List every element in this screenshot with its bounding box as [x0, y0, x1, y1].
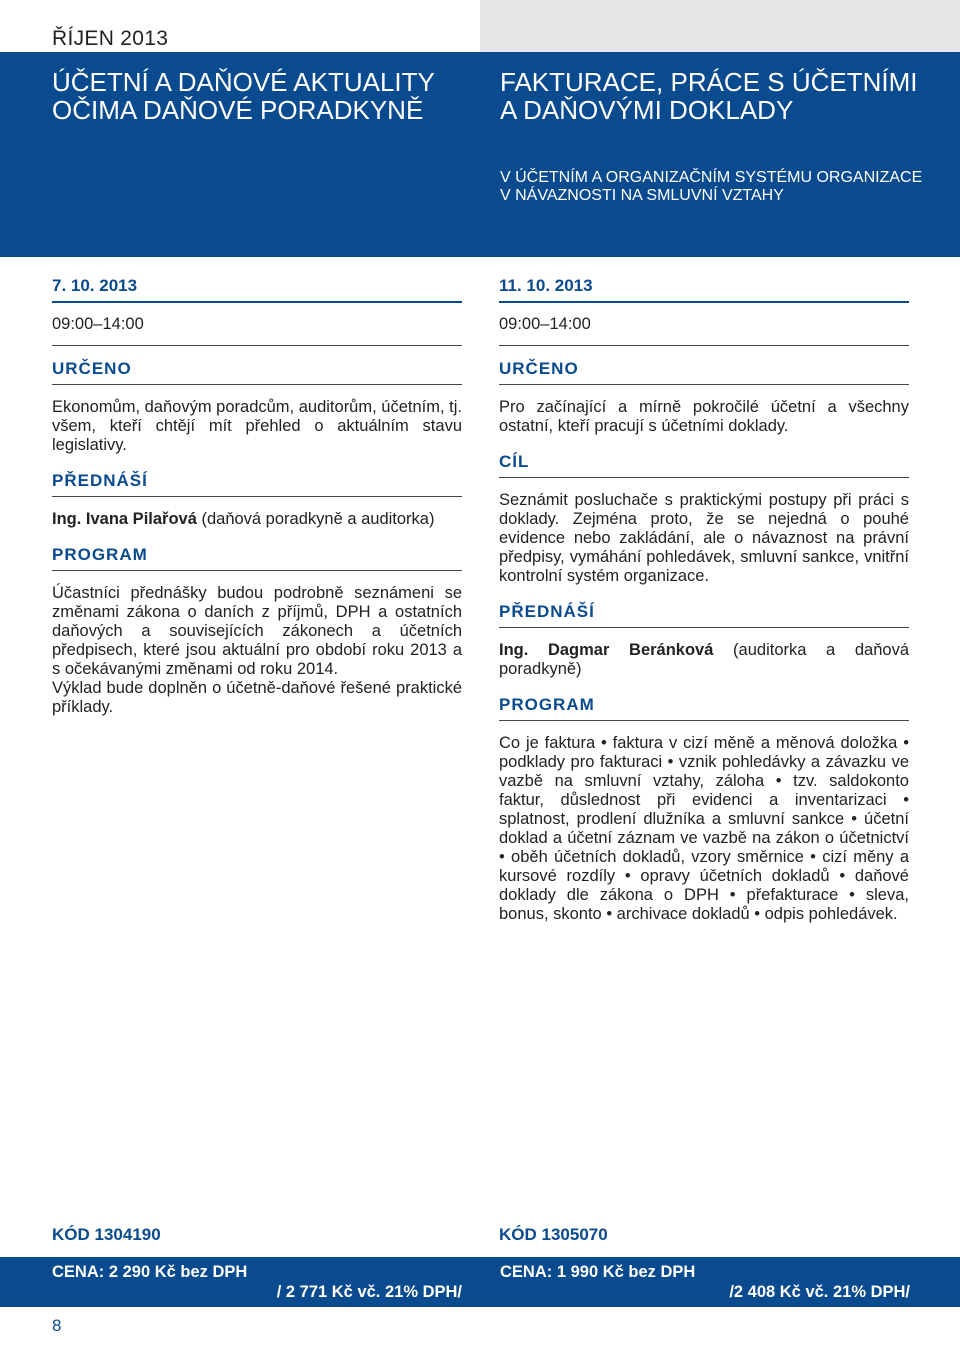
- left-heading-prednasi: PŘEDNÁŠÍ: [52, 471, 462, 497]
- right-lecturer-role: (auditorka a daňová poradkyně): [499, 641, 910, 678]
- page-number: 8: [52, 1316, 62, 1335]
- left-lecturer-role: (daňová poradkyně a auditorka): [196, 510, 435, 528]
- right-program-text: Co je faktura • faktura v cizí měně a měnová doložka • podklady pro fakturaci • vznik pohledávky a závazku ve vazbě na smluvní vztahy, záloha • tzv. saldokonto faktur, důslednost při evidenci a inventarizaci • splatnost, prodlení dlužníka a smluvní sankce • účetní doklad a účetní záznam ve vazbě na zákon o účetnictví • oběh účetních dokladů, vzory směrnice • cizí měny a kursové rozdíly • opravy účetních dokladů • daňové doklady dle zákona o DPH • přefakturace • sleva, bonus, skonto • archivace dokladů • odpis pohledávek.: [499, 734, 909, 923]
- left-lecturer: [52, 510, 462, 529]
- right-urceno-text: Pro začínající a mírně pokročilé účetní a všechny ostatní, kteří pracují s účetními doklady.: [499, 398, 909, 435]
- left-price-gross: / 2 771 Kč vč. 21% DPH/: [276, 1283, 462, 1301]
- left-heading-urceno: URČENO: [52, 359, 462, 385]
- right-heading-cil: CÍL: [499, 452, 909, 478]
- left-date: 7. 10. 2013: [52, 276, 462, 303]
- right-time: 09:00–14:00: [499, 315, 909, 346]
- right-price-net: CENA: 1 990 Kč bez DPH: [500, 1263, 696, 1281]
- right-price-bar: [480, 1257, 960, 1307]
- left-program-text: Účastníci přednášky budou podrobně seznámeni se změnami zákona o daních z příjmů, DPH a ostatních daňových a souvisejících zákonech a účetních předpisech, které jsou aktuální pro období roku 2013 a s očekávanými změnami od roku 2014.: [52, 584, 462, 678]
- left-time: 09:00–14:00: [52, 315, 462, 346]
- right-course-subtitle: V ÚČETNÍM A ORGANIZAČNÍM SYSTÉMU ORGANIZACE V NÁVAZNOSTI NA SMLUVNÍ VZTAHY: [500, 169, 923, 204]
- right-course-details: [499, 276, 909, 940]
- left-heading-program: PROGRAM: [52, 545, 462, 571]
- right-cil-text: Seznámit posluchače s praktickými postupy při práci s doklady. Zejména proto, že se nejedná o pouhé evidence nebo zakládání, ale o návaznost na právní předpisy, vymáhání pohledávek, smluvní sankce, vnitřní kontrolní systém organizace.: [499, 491, 909, 585]
- right-heading-prednasi: PŘEDNÁŠÍ: [499, 602, 909, 628]
- right-heading-program: PROGRAM: [499, 695, 909, 721]
- left-title-banner: [0, 52, 480, 257]
- left-course-title: ÚČETNÍ A DAŇOVÉ AKTUALITY OČIMA DAŇOVÉ PORADKYNĚ: [52, 67, 435, 125]
- left-price-net: CENA: 2 290 Kč bez DPH: [52, 1263, 248, 1281]
- top-grey-strip: [480, 0, 960, 52]
- right-price-gross: /2 408 Kč vč. 21% DPH/: [729, 1283, 910, 1301]
- right-heading-urceno: URČENO: [499, 359, 909, 385]
- month-label: ŘÍJEN 2013: [52, 27, 169, 50]
- left-price-bar: [0, 1257, 480, 1307]
- right-title-banner: [480, 52, 960, 257]
- left-program-note: Výklad bude doplněn o účetně-daňové řešené praktické příklady.: [52, 679, 462, 716]
- right-lecturer: [499, 641, 909, 679]
- left-lecturer-name: Ing. Ivana Pilařová: [52, 510, 197, 528]
- left-course-details: [52, 276, 462, 733]
- right-course-title: FAKTURACE, PRÁCE S ÚČETNÍMI A DAŇOVÝMI DOKLADY: [500, 67, 918, 125]
- right-course-code: KÓD 1305070: [499, 1225, 608, 1244]
- right-date: 11. 10. 2013: [499, 276, 909, 303]
- left-urceno-text: Ekonomům, daňovým poradcům, auditorům, účetním, tj. všem, kteří chtějí mít přehled o aktuálním stavu legislativy.: [52, 398, 462, 454]
- right-lecturer-name: Ing. Dagmar Beránková: [499, 641, 714, 659]
- left-course-code: KÓD 1304190: [52, 1225, 161, 1244]
